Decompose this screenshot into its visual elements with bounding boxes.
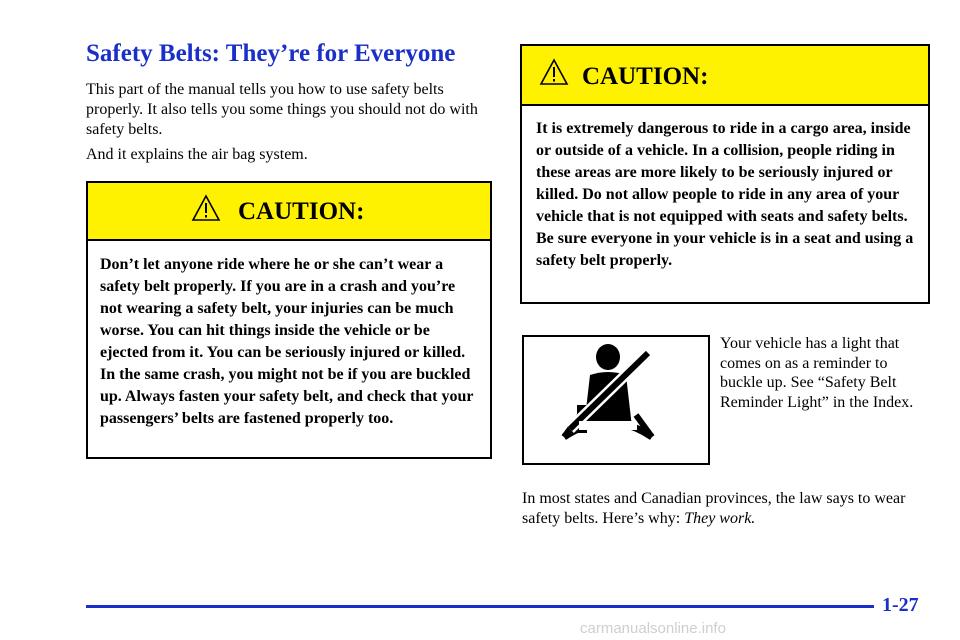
caution-text-right: It is extremely dangerous to ride in a cargo area, inside or outside of a vehicle. In a collision, people riding in these areas are more likely to be seriously injured or killed. Do not allow people to ride in any area of your vehicle that is not equipped with seats and safety belts. Be sure everyone in your vehicle is in a seat and using a safety belt properly. xyxy=(536,120,914,269)
intro-paragraph: This part of the manual tells you how to use safety belts properly. It also tells you some things you should not do with safety belts. xyxy=(86,81,478,138)
caution-header-left xyxy=(88,183,490,241)
law-text: In most states and Canadian provinces, the law says to wear safety belts. Here’s why: xyxy=(522,490,906,527)
caution-box-right xyxy=(520,44,930,304)
safety-belt-reminder-icon xyxy=(524,337,708,463)
caution-text-left: Don’t let anyone ride where he or she can’t wear a safety belt properly. If you are in a crash and you’re not wearing a safety belt, your injuries can be much worse. You can hit things inside the vehicle or be ejected from it. You can be seriously injured or killed. In the same crash, you might not be if you are buckled up. Always fasten your safety belt, and check that your passengers’ belts are fastened properly too. xyxy=(100,256,474,427)
caution-header-right xyxy=(522,46,928,106)
warning-triangle-icon xyxy=(539,58,569,86)
warning-triangle-icon xyxy=(191,194,221,222)
law-paragraph xyxy=(522,489,932,529)
caution-box-left xyxy=(86,181,492,459)
law-emphasis: They work. xyxy=(684,510,756,527)
safety-belt-reminder-symbol-box xyxy=(522,335,710,465)
page-title: Safety Belts: They’re for Everyone xyxy=(86,40,456,67)
caution-heading-right: CAUTION: xyxy=(582,63,709,90)
watermark: carmanualsonline.info xyxy=(580,620,726,637)
caution-heading-left: CAUTION: xyxy=(238,198,365,225)
footer-rule xyxy=(86,605,874,608)
airbag-paragraph: And it explains the air bag system. xyxy=(86,146,308,163)
reminder-description: Your vehicle has a light that comes on as a reminder to buckle up. See “Safety Belt Reminder Light” in the Index. xyxy=(720,335,914,411)
page-number: 1-27 xyxy=(882,594,919,616)
